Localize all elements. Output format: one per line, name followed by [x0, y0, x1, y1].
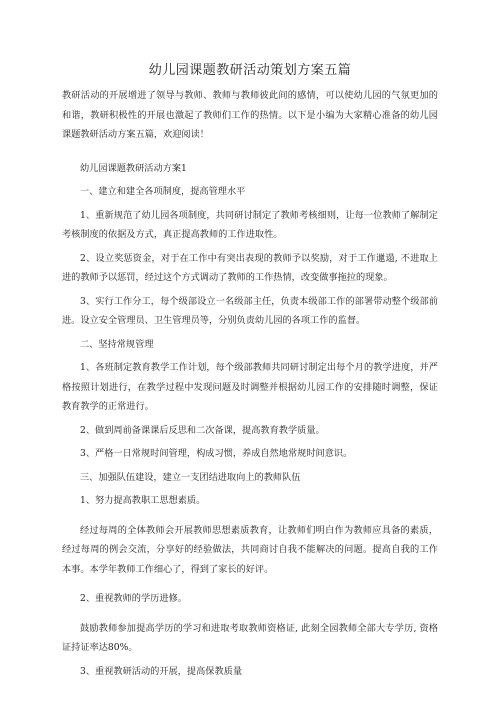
subheading: 三、加强队伍建设，建立一支团结进取向上的教师队伍	[80, 471, 301, 483]
body-paragraph: 2、重视教师的学历进修。	[80, 593, 187, 604]
body-paragraph: 2、做到周前备课课后反思和二次备课，提高教育教学质量。	[80, 424, 325, 436]
subheading: 二、坚持常规管理	[80, 338, 154, 350]
subheading: 一、建立和建全各项制度，提高管理水平	[80, 186, 246, 197]
body-paragraph: 3、严格一日常规时间管理，构成习惯，养成自然地常规时间意识。	[80, 448, 353, 459]
body-paragraph: 3、实行工作分工，每个级部设立一名级部主任，负责本级部工作的部署带动整个级部前进。设立安全管理员、卫生管理员等，分别负责幼儿园的各项工作的监督。	[62, 295, 438, 326]
document-title: 幼儿园课题教研活动策划方案五篇	[148, 63, 352, 78]
body-paragraph: 鼓励教师参加提高学历的学习和进取考取教师资格证, 此刻全园教师全部大专学历, 资格证持证率达80%。	[62, 622, 438, 653]
body-paragraph: 经过每周的全体教师会开展教师思想素质教育，让教师们明白作为教师应具备的素质，经过每周的例会交流，分享好的经验做法，共同商讨自我不能解决的问题。提高自我的工作本事。本学年教师工作细心了，得到了家长的好评。	[62, 524, 438, 575]
body-paragraph: 1、各班制定教育教学工作计划，每个级部教师共同研讨制定出每个月的教学进度，并严格按照计划进行，在教学过程中发现问题及时调整并根据幼儿园工作的安排随时调整，保证教育教学的正常进行。	[62, 362, 438, 412]
section-heading: 幼儿园课题教研活动方案1	[80, 162, 187, 174]
body-paragraph: 2、设立奖惩资金，对于在工作中有突出表现的教师予以奖励，对于工作邋遢, 不进取上进的教师予以惩罚，经过这个方式调动了教师的工作热情，改变做事拖拉的现象。	[62, 252, 438, 283]
body-paragraph: 1、重新规范了幼儿园各项制度，共同研讨制定了教师考核细则，让每一位教师了解制定考核制度的依据及方式，真正提高教师的工作进取性。	[62, 209, 438, 240]
body-paragraph: 1、努力提高教职工思想素质。	[80, 495, 206, 506]
body-paragraph: 3、重视教研活动的开展，提高保教质量	[80, 665, 243, 677]
intro-paragraph: 教研活动的开展增进了领导与教师、教师与教师彼此间的感情，可以使幼儿园的气氛更加的和谐，教研积极性的开展也激起了教师们工作的热情。以下是小编为大家精心准备的幼儿园课题教研活动方案五篇，欢迎阅读！	[62, 90, 438, 140]
